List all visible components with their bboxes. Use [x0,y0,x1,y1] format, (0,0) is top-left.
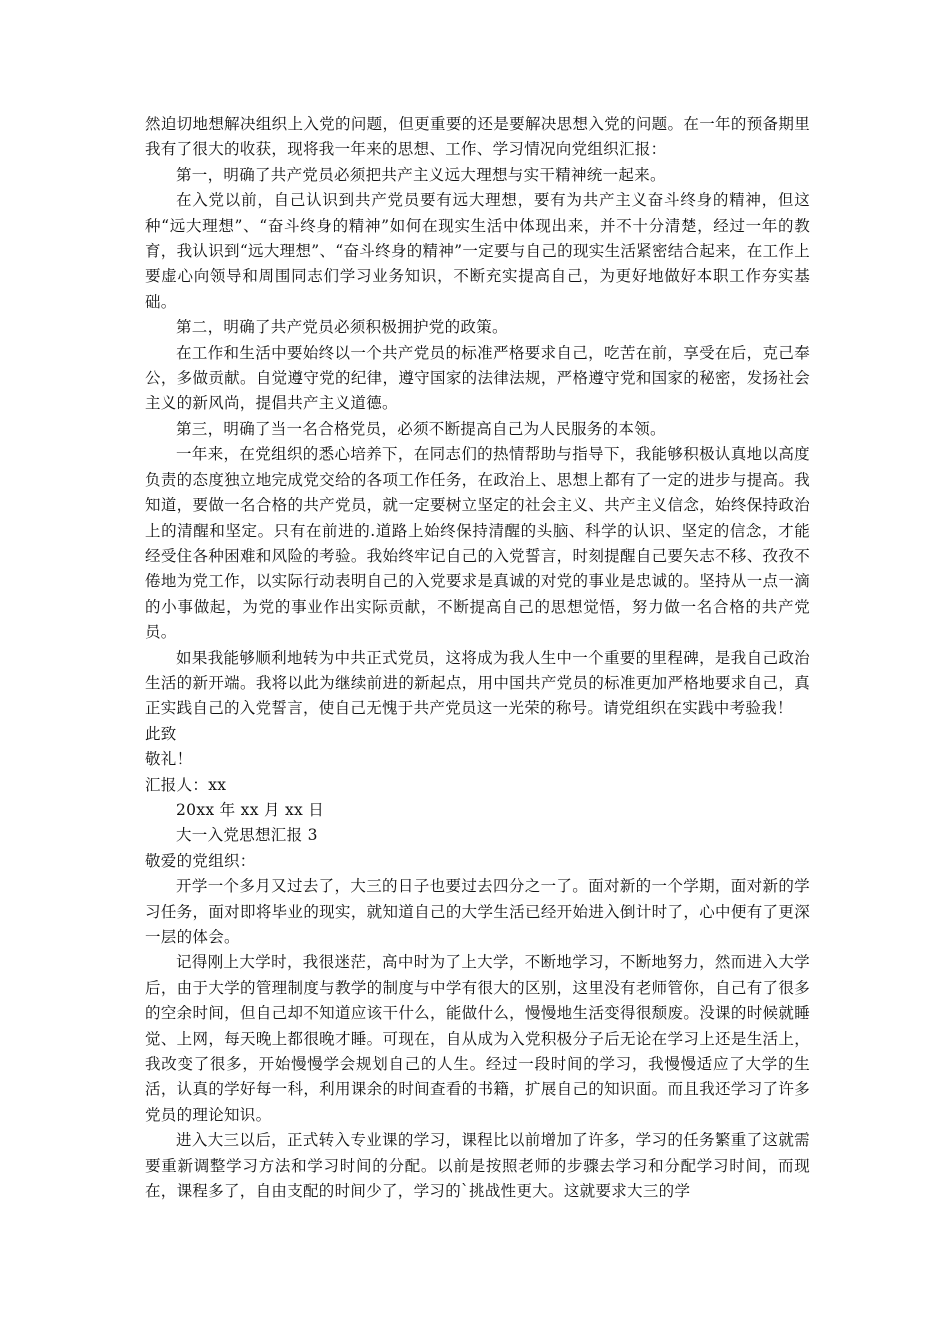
paragraph: 记得刚上大学时，我很迷茫，高中时为了上大学，不断地学习，不断地努力，然而进入大学后，由于大学的管理制度与教学的制度与中学有很大的区别，这里没有老师管你，自己有了很多的空余时间，但自己却不知道应该干什么，能做什么，慢慢地生活变得很颓废。没课的时候就睡觉、上网，每天晚上都很晚才睡。可现在，自从成为入党积极分子后无论在学习上还是生活上，我改变了很多，开始慢慢学会规划自己的人生。经过一段时间的学习，我慢慢适应了大学的生活，认真的学好每一科，利用课余的时间查看的书籍，扩展自己的知识面。而且我还学习了许多党员的理论知识。 [145,953,810,1124]
paragraph: 如果我能够顺利地转为中共正式党员，这将成为我人生中一个重要的里程碑，是我自己政治生活的新开端。我将以此为继续前进的新起点，用中国共产党员的标准更加严格地要求自己，真正实践自己的入党誓言，使自己无愧于共产党员这一光荣的称号。请党组织在实践中考验我！ [145,648,810,718]
paragraph: 进入大三以后，正式转入专业课的学习，课程比以前增加了许多，学习的任务繁重了这就需要重新调整学习方法和学习时间的分配。以前是按照老师的步骤去学习和分配学习时间，而现在，课程多了，自由支配的时间少了，学习的`挑战性更大。这就要求大三的学 [145,1131,810,1201]
closing-salutation: 此致 [145,724,177,743]
paragraph: 第一，明确了共产党员必须把共产主义远大理想与实干精神统一起来。 [176,165,666,184]
closing-regards: 敬礼！ [145,750,193,769]
paragraph: 一年来，在党组织的悉心培养下，在同志们的热情帮助与指导下，我能够积极认真地以高度负责的态度独立地完成党交给的各项工作任务，在政治上、思想上都有了一定的进步与提高。我知道，要做一名合格的共产党员，就一定要树立坚定的社会主义、共产主义信念，始终保持政治上的清醒和坚定。只有在前进的.道路上始终保持清醒的头脑、科学的认识、坚定的信念，才能经受住各种困难和风险的考验。我始终牢记自己的入党誓言，时刻提醒自己要矢志不移、孜孜不倦地为党工作，以实际行动表明自己的入党要求是真诚的对党的事业是忠诚的。坚持从一点一滴的小事做起，为党的事业作出实际贡献，不断提高自己的思想觉悟，努力做一名合格的共产党员。 [145,445,810,642]
paragraph: 然迫切地想解决组织上入党的问题，但更重要的还是要解决思想入党的问题。在一年的预备期里我有了很大的收获，现将我一年来的思想、工作、学习情况向党组织汇报： [145,115,810,159]
paragraph: 第二，明确了共产党员必须积极拥护党的政策。 [176,318,508,337]
date-line: 20xx 年 xx 月 xx 日 [176,800,325,819]
paragraph: 在入党以前，自己认识到共产党员要有远大理想，要有为共产主义奋斗终身的精神，但这种“远大理想”、“奋斗终身的精神”如何在现实生活中体现出来，并不十分清楚，经过一年的教育，我认识到“远大理想”、“奋斗终身的精神”一定要与自己的现实生活紧密结合起来，在工作上要虚心向领导和周围同志们学习业务知识，不断充实提高自己，为更好地做好本职工作夯实基础。 [145,191,810,311]
paragraph: 开学一个多月又过去了，大三的日子也要过去四分之一了。面对新的一个学期，面对新的学习任务，面对即将毕业的现实，就知道自己的大学生活已经开始进入倒计时了，心中便有了更深一层的体会。 [145,877,810,946]
greeting: 敬爱的党组织： [145,851,256,870]
reporter-line: 汇报人：xx [145,775,227,794]
document-body [145,112,810,1204]
paragraph: 第三，明确了当一名合格党员，必须不断提高自己为人民服务的本领。 [176,419,666,438]
paragraph: 在工作和生活中要始终以一个共产党员的标准严格要求自己，吃苦在前，享受在后，克己奉公，多做贡献。自觉遵守党的纪律，遵守国家的法律法规，严格遵守党和国家的秘密，发扬社会主义的新风尚，提倡共产主义道德。 [145,343,810,413]
section-title: 大一入党思想汇报 3 [176,826,318,845]
